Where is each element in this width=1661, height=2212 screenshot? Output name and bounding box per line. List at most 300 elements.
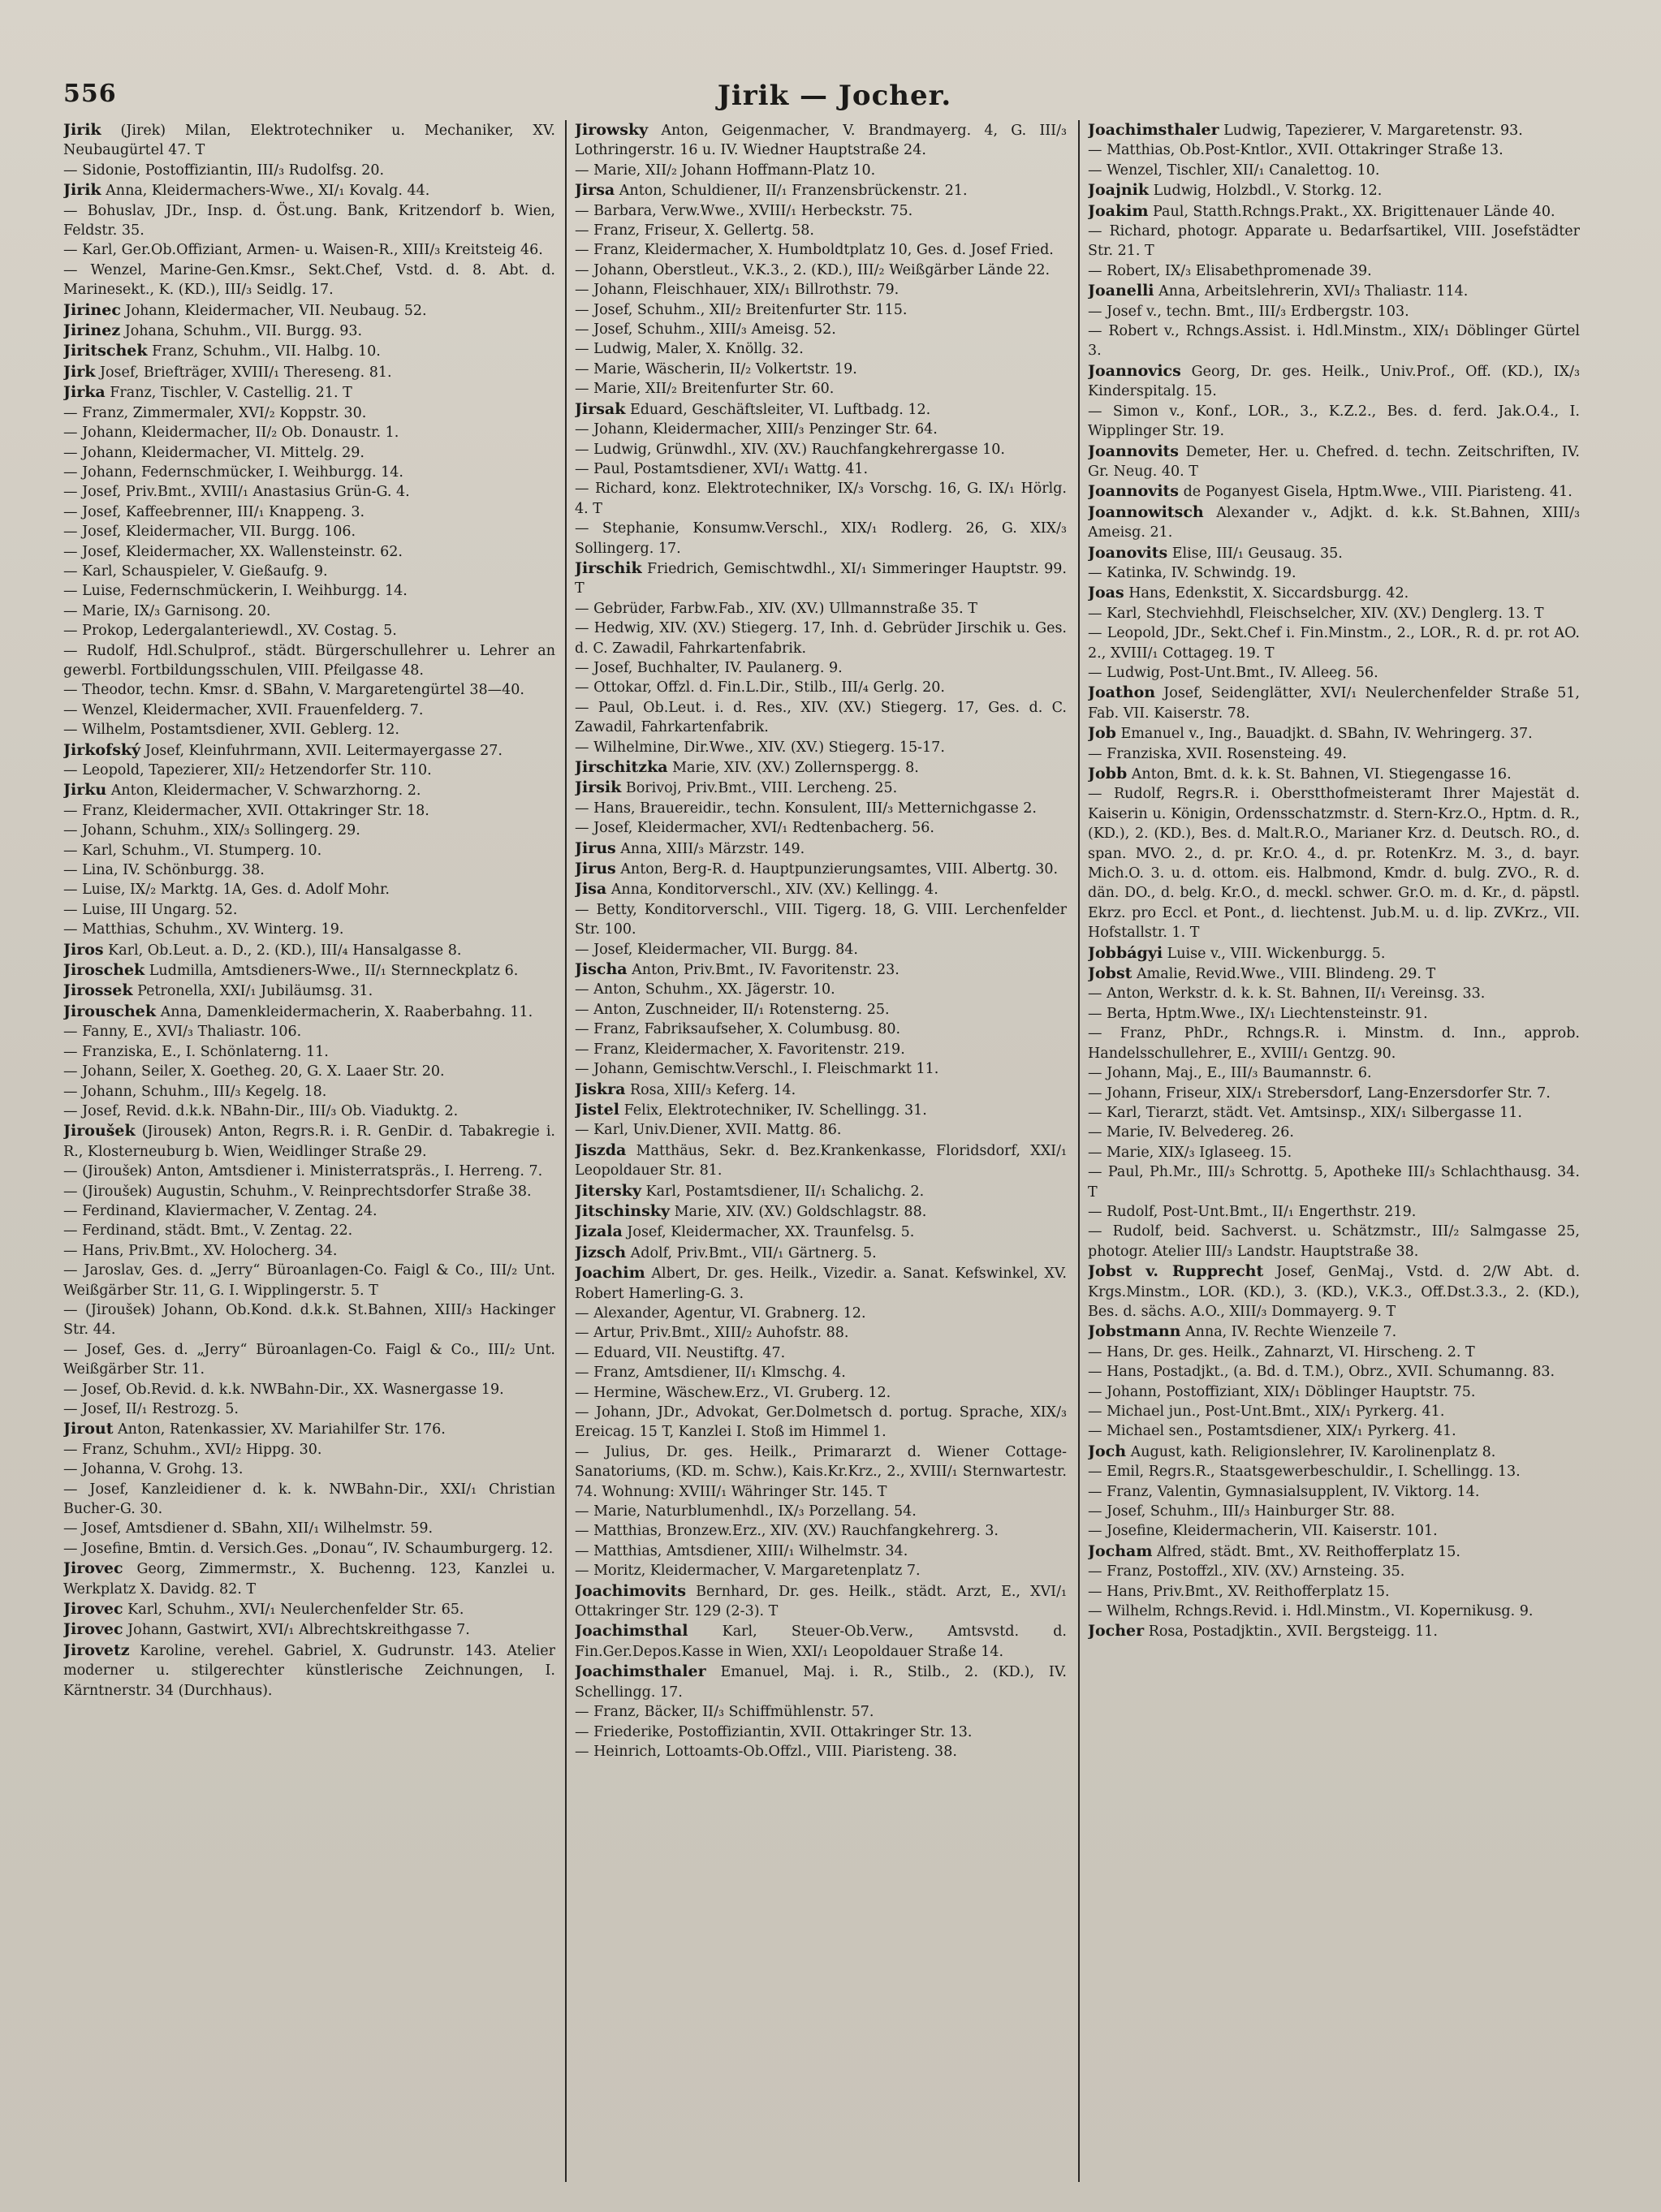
- directory-entry: [575, 120, 1067, 161]
- directory-entry: [1088, 1222, 1580, 1261]
- directory-entry: [63, 780, 555, 800]
- entry-text: — Moritz, Kleidermacher, V. Margaretenplatz 7.: [575, 1563, 921, 1580]
- entry-text: — Johann, Seiler, X. Goetheg. 20, G. X. Laaer Str. 20.: [63, 1063, 445, 1080]
- entry-text: — Johann, Schuhm., III/₃ Kegelg. 18.: [63, 1083, 327, 1100]
- entry-surname: Jirossek: [63, 981, 133, 1000]
- entry-text: — Johann, Oberstleut., V.K.3., 2. (KD.), III/₂ Weißgärber Lände 22.: [575, 261, 1051, 278]
- directory-entry: [575, 300, 1067, 320]
- entry-text: — Hans, Brauereidir., techn. Konsulent, III/₃ Metternichgasse 2.: [575, 800, 1037, 817]
- directory-entry: [575, 1343, 1067, 1363]
- entry-text: — Franziska, XVII. Rosensteing. 49.: [1088, 745, 1347, 762]
- entry-text: Anton, Kleidermacher, V. Schwarzhorng. 2.: [106, 783, 421, 800]
- entry-text: — (Jiroušek) Johann, Ob.Kond. d.k.k. St.Bahnen, XIII/₃ Hackinger Str. 44.: [63, 1301, 555, 1339]
- directory-columns: [63, 120, 1606, 2182]
- entry-text: — Franz, Schuhm., XVI/₂ Hippg. 30.: [63, 1441, 322, 1458]
- directory-entry: [63, 403, 555, 423]
- directory-entry: [1088, 744, 1580, 764]
- entry-text: Luise v., VIII. Wickenburgg. 5.: [1163, 945, 1386, 962]
- entry-text: de Poganyest Gisela, Hptm.Wwe., VIII. Piaristeng. 41.: [1179, 484, 1573, 501]
- directory-entry: [575, 959, 1067, 980]
- directory-entry: [63, 1619, 555, 1640]
- directory-entry: [575, 757, 1067, 778]
- entry-text: Georg, Dr. ges. Heilk., Univ.Prof., Off. (KD.), IX/₃ Kinderspitalg. 15.: [1088, 363, 1580, 400]
- entry-surname: Jitschinsky: [575, 1201, 670, 1220]
- directory-entry: [63, 1641, 555, 1701]
- entry-text: (Jirek) Milan, Elektrotechniker u. Mechaniker, XV. Neubaugürtel 47. T: [63, 123, 555, 159]
- directory-entry: [1088, 984, 1580, 1003]
- entry-text: — Johann, Kleidermacher, VI. Mittelg. 29.: [63, 444, 365, 461]
- entry-text: — Luise, Federnschmückerin, I. Weihburgg. 14.: [63, 583, 408, 600]
- directory-entry: [575, 1383, 1067, 1403]
- directory-entry: [1088, 481, 1580, 502]
- directory-entry: [575, 479, 1067, 519]
- directory-entry: [63, 1102, 555, 1121]
- entry-text: — Josef, Ges. d. „Jerry“ Büroanlagen-Co. Faigl & Co., III/₂ Unt. Weißgärber Str. 11.: [63, 1341, 555, 1378]
- directory-entry: [63, 960, 555, 981]
- entry-text: — Matthias, Bronzew.Erz., XIV. (XV.) Rauchfangkehrerg. 3.: [575, 1523, 999, 1540]
- page-header: [63, 80, 1606, 120]
- directory-entry: [575, 320, 1067, 339]
- directory-entry: [575, 1662, 1067, 1702]
- entry-text: — Katinka, IV. Schwindg. 19.: [1088, 564, 1296, 581]
- entry-text: Matthäus, Sekr. d. Bez.Krankenkasse, Floridsdorf, XXI/₁ Leopoldauer Str. 81.: [575, 1142, 1067, 1179]
- directory-entry: [63, 1201, 555, 1221]
- entry-text: Demeter, Her. u. Chefred. d. techn. Zeitschriften, IV. Gr. Neug. 40. T: [1088, 443, 1580, 480]
- directory-entry: [63, 1419, 555, 1439]
- directory-entry: [63, 900, 555, 920]
- entry-text: — Ottokar, Offzl. d. Fin.L.Dir., Stilb., III/₄ Gerlg. 20.: [575, 679, 945, 696]
- entry-text: — Emil, Regrs.R., Staatsgewerbeschuldir., I. Schellingg. 13.: [1088, 1464, 1521, 1481]
- directory-entry: [575, 1521, 1067, 1541]
- entry-text: — Matthias, Schuhm., XV. Winterg. 19.: [63, 921, 344, 938]
- entry-surname: Joachimsthaler: [1088, 121, 1219, 139]
- entry-text: — Bohuslav, JDr., Insp. d. Öst.ung. Bank, Kritzendorf b. Wien, Feldstr. 35.: [63, 202, 555, 239]
- directory-entry: [63, 542, 555, 562]
- directory-entry: [63, 940, 555, 960]
- entry-text: — Heinrich, Lottoamts-Ob.Offzl., VIII. Piaristeng. 38.: [575, 1743, 957, 1760]
- entry-text: Franz, Schuhm., VII. Halbg. 10.: [147, 343, 381, 360]
- entry-text: — Anton, Schuhm., XX. Jägerstr. 10.: [575, 981, 835, 998]
- directory-entry: [1088, 1582, 1580, 1602]
- entry-text: Josef, Seidenglätter, XVI/₁ Neulerchenfelder Straße 51, Fab. VII. Kaiserstr. 78.: [1088, 685, 1580, 722]
- entry-text: — (Jiroušek) Augustin, Schuhm., V. Reinprechtsdorfer Straße 38.: [63, 1183, 532, 1200]
- entry-surname: Jirku: [63, 781, 107, 800]
- directory-entry: [1088, 201, 1580, 222]
- entry-text: — Johann, Fleischhauer, XIX/₁ Billrothstr. 79.: [575, 282, 900, 299]
- entry-text: — Ferdinand, Klaviermacher, V. Zentag. 24.: [63, 1202, 378, 1219]
- directory-entry: [1088, 1162, 1580, 1202]
- entry-surname: Jirovetz: [63, 1641, 130, 1659]
- entry-text: — Wenzel, Tischler, XII/₁ Canalettog. 10.: [1088, 162, 1380, 179]
- entry-surname: Jirus: [575, 839, 616, 857]
- entry-text: — Rudolf, Regrs.R. i. Oberstthofmeisteramt Ihrer Majestät d. Kaiserin u. Königin, Ordensschatzmstr. d. Stern-Krz.O., Hptm. d. R., (KD.), 2. (KD.), Bes. d. Malt.R.O., Marianer Krz. d. Deutsch. RO., d. span. MVO. 2., d. pr. Kr.O. 4., d. pr. RotenKrz. M. 3., d. bayr. Mich.O. 3. u. d. ottom. eis. Halbmond, Kmdr. d. bulg. ZVO., R. d. dän. DO., d. belg. Kr.O., d. meckl. schwer. Gr.O. m. d. Kr., d. päpstl. Ekrz. pro Eccl. et Pont., d. liechtenst. Jub.M. u. d. lip. ZVKrz., VII. Hofstallstr. 1. T: [1088, 786, 1580, 942]
- directory-entry: [575, 1140, 1067, 1181]
- entry-text: — Karl, Schauspieler, V. Gießaufg. 9.: [63, 563, 328, 580]
- entry-text: — Marie, IX/₃ Garnisong. 20.: [63, 602, 271, 619]
- entry-surname: Joannowitsch: [1088, 502, 1204, 521]
- entry-text: Anna, Damenkleidermacherin, X. Raaberbahng. 11.: [156, 1003, 533, 1020]
- directory-entry: [1088, 563, 1580, 583]
- directory-entry: [575, 678, 1067, 697]
- entry-text: — Wenzel, Marine-Gen.Kmsr., Sekt.Chef, Vstd. d. 8. Abt. d. Marinesekt., K. (KD.), III/₃ Seidlg. 17.: [63, 261, 555, 299]
- entry-text: — Friederike, Postoffiziantin, XVII. Ottakringer Str. 13.: [575, 1723, 973, 1740]
- entry-text: — Josef, Schuhm., XIII/₃ Ameisg. 52.: [575, 321, 836, 338]
- entry-text: — Josef, Amtsdiener d. SBahn, XII/₁ Wilhelmstr. 59.: [63, 1520, 434, 1537]
- directory-entry: [1088, 943, 1580, 964]
- entry-text: — Josef, Schuhm., XII/₂ Breitenfurter Str. 115.: [575, 301, 908, 318]
- directory-entry: [575, 1263, 1067, 1304]
- directory-entry: [63, 1300, 555, 1340]
- entry-surname: Jirsik: [575, 778, 622, 797]
- directory-entry: [575, 399, 1067, 420]
- entry-text: — Sidonie, Postoffiziantin, III/₃ Rudolfsg. 20.: [63, 162, 385, 179]
- entry-surname: Joajnik: [1088, 181, 1150, 200]
- directory-entry: [575, 1304, 1067, 1323]
- directory-entry: [575, 261, 1067, 280]
- entry-text: Marie, XIV. (XV.) Goldschlagstr. 88.: [670, 1203, 927, 1220]
- entry-text: Josef, GenMaj., Vstd. d. 2/W Abt. d. Krgs.Minstm., LOR. (KD.), 3. (KD.), V.K.3., Off.Dst.3.3., 2. (KD.), Bes. d. sächs. A.O., XIII/₃ Dommayerg. 9. T: [1088, 1264, 1580, 1320]
- entry-text: — Hans, Priv.Bmt., XV. Reithofferplatz 15.: [1088, 1583, 1390, 1600]
- entry-text: Karl, Ob.Leut. a. D., 2. (KD.), III/₄ Hansalgasse 8.: [103, 942, 462, 959]
- entry-text: Paul, Statth.Rchngs.Prakt., XX. Brigittenauer Lände 40.: [1148, 203, 1555, 220]
- directory-entry: [1088, 1084, 1580, 1103]
- directory-entry: [63, 1121, 555, 1162]
- entry-text: — Franz, Valentin, Gymnasialsupplent, IV. Viktorg. 14.: [1088, 1483, 1480, 1500]
- entry-surname: Joathon: [1088, 683, 1156, 702]
- entry-surname: Joannovits: [1088, 482, 1180, 501]
- directory-entry: [575, 379, 1067, 399]
- directory-entry: [63, 1082, 555, 1102]
- directory-entry: [63, 801, 555, 821]
- directory-entry: [1088, 1502, 1580, 1521]
- directory-entry: [63, 1460, 555, 1479]
- column-2: [575, 120, 1067, 2182]
- entry-text: — Johann, JDr., Advokat, Ger.Dolmetsch d. portug. Sprache, XIX/₃ Ereicag. 15 T, Kanzlei I. Stoß im Himmel 1.: [575, 1404, 1067, 1441]
- entry-text: Petronella, XXI/₁ Jubiläumsg. 31.: [132, 983, 373, 1000]
- entry-text: — Paul, Ph.Mr., III/₃ Schrottg. 5, Apotheke III/₃ Schlachthausg. 34. T: [1088, 1164, 1580, 1201]
- entry-text: — Richard, konz. Elektrotechniker, IX/₃ Vorschg. 16, G. IX/₁ Hörlg. 4. T: [575, 481, 1067, 517]
- entry-text: Anna, Arbeitslehrerin, XVI/₃ Thaliastr. 114.: [1154, 283, 1469, 300]
- directory-entry: [63, 443, 555, 463]
- entry-text: Anna, Kleidermachers-Wwe., XI/₁ Kovalg. 44.: [101, 183, 430, 200]
- entry-surname: Jirinec: [63, 300, 121, 319]
- entry-surname: Jirka: [63, 383, 106, 402]
- entry-text: Alfred, städt. Bmt., XV. Reithofferplatz 15.: [1152, 1543, 1460, 1560]
- entry-text: Karl, Steuer-Ob.Verw., Amtsvstd. d. Fin.Ger.Depos.Kasse in Wien, XXI/₁ Leopoldauer Straße 14.: [575, 1623, 1067, 1660]
- entry-text: Karl, Postamtsdiener, II/₁ Schalichg. 2.: [641, 1183, 925, 1200]
- entry-text: Rosa, Postadjktin., XVII. Bergsteigg. 11.: [1144, 1623, 1438, 1641]
- entry-text: — Lina, IV. Schönburgg. 38.: [63, 862, 265, 879]
- directory-entry: [575, 339, 1067, 359]
- entry-surname: Jirik: [63, 121, 101, 139]
- column-divider: [1078, 120, 1080, 2182]
- entry-surname: Joas: [1088, 584, 1124, 602]
- directory-entry: [1088, 281, 1580, 301]
- entry-text: — Johann, Maj., E., III/₃ Baumannstr. 6.: [1088, 1065, 1372, 1082]
- directory-entry: [1088, 723, 1580, 744]
- entry-text: — Johann, Kleidermacher, II/₂ Ob. Donaustr. 1.: [63, 425, 399, 442]
- directory-entry: [575, 1040, 1067, 1059]
- directory-entry: [1088, 1562, 1580, 1581]
- entry-text: — Ludwig, Maler, X. Knöllg. 32.: [575, 341, 804, 358]
- directory-entry: [1088, 1421, 1580, 1441]
- entry-text: Georg, Zimmermstr., X. Buchenng. 123, Kanzlei u. Werkplatz X. Davidg. 82. T: [63, 1561, 555, 1598]
- entry-surname: Joachimovits: [575, 1581, 687, 1600]
- directory-entry: [575, 201, 1067, 221]
- entry-text: — Josef, Kleidermacher, VII. Burgg. 84.: [575, 941, 858, 958]
- entry-text: — Hans, Dr. ges. Heilk., Zahnarzt, VI. Hirscheng. 2. T: [1088, 1343, 1475, 1360]
- entry-surname: Jobst v. Rupprecht: [1088, 1262, 1264, 1281]
- directory-entry: [575, 1581, 1067, 1622]
- entry-surname: Joanelli: [1088, 282, 1154, 300]
- directory-entry: [63, 880, 555, 899]
- entry-text: — Michael sen., Postamtsdiener, XIX/₁ Pyrkerg. 41.: [1088, 1423, 1456, 1440]
- entry-text: — Rudolf, Post-Unt.Bmt., II/₁ Engerthstr. 219.: [1088, 1203, 1417, 1220]
- directory-entry: [63, 1559, 555, 1599]
- entry-text: — Rudolf, beid. Sachverst. u. Schätzmstr., III/₂ Salmgasse 25, photogr. Atelier III/₃ Landstr. Hauptstraße 38.: [1088, 1223, 1580, 1260]
- directory-entry: [63, 120, 555, 161]
- directory-entry: [1088, 1063, 1580, 1083]
- entry-text: — Matthias, Ob.Post-Kntlor., XVII. Ottakringer Straße 13.: [1088, 142, 1504, 159]
- entry-surname: Jobbágyi: [1088, 943, 1163, 962]
- entry-surname: Jirovec: [63, 1620, 123, 1639]
- entry-text: Anton, Bmt. d. k. k. St. Bahnen, VI. Stiegengasse 16.: [1127, 766, 1512, 783]
- directory-entry: [575, 240, 1067, 260]
- directory-entry: [575, 1201, 1067, 1222]
- entry-surname: Jizala: [575, 1222, 623, 1241]
- directory-entry: [575, 900, 1067, 940]
- directory-entry: [575, 658, 1067, 678]
- directory-entry: [63, 641, 555, 681]
- entry-text: — Franz, Kleidermacher, X. Humboldtplatz 10, Ges. d. Josef Fried.: [575, 242, 1054, 259]
- entry-surname: Jirk: [63, 362, 96, 381]
- directory-entry: [1088, 1261, 1580, 1322]
- directory-entry: [575, 1702, 1067, 1722]
- entry-surname: Jiros: [63, 940, 104, 959]
- directory-entry: [1088, 1542, 1580, 1562]
- directory-entry: [1088, 543, 1580, 563]
- entry-surname: Job: [1088, 724, 1116, 743]
- directory-entry: [575, 1020, 1067, 1039]
- directory-entry: [1088, 1442, 1580, 1462]
- directory-entry: [63, 382, 555, 403]
- directory-entry: [575, 1723, 1067, 1742]
- directory-entry: [1088, 784, 1580, 942]
- directory-entry: [63, 860, 555, 880]
- directory-entry: [63, 680, 555, 700]
- directory-entry: [575, 1363, 1067, 1382]
- entry-text: Karl, Schuhm., XVI/₁ Neulerchenfelder Str. 65.: [123, 1602, 464, 1619]
- entry-text: — Josef, Buchhalter, IV. Paulanerg. 9.: [575, 659, 843, 676]
- entry-text: Emanuel v., Ing., Bauadjkt. d. SBahn, IV. Wehringerg. 37.: [1115, 726, 1533, 743]
- directory-entry: [575, 440, 1067, 459]
- directory-entry: [1088, 1521, 1580, 1541]
- entry-text: — Josef, Kanzleidiener d. k. k. NWBahn-Dir., XXI/₁ Christian Bucher-G. 30.: [63, 1481, 555, 1518]
- directory-entry: [575, 839, 1067, 859]
- entry-surname: Joachimsthal: [575, 1622, 688, 1641]
- directory-entry: [1088, 302, 1580, 321]
- entry-text: — Johann, Friseur, XIX/₁ Strebersdorf, Lang-Enzersdorfer Str. 7.: [1088, 1084, 1551, 1102]
- directory-entry: [1088, 1123, 1580, 1142]
- entry-text: Friedrich, Gemischtwdhl., XI/₁ Simmeringer Hauptstr. 99. T: [575, 560, 1067, 597]
- entry-surname: Jobstmann: [1088, 1322, 1181, 1341]
- entry-text: — Theodor, techn. Kmsr. d. SBahn, V. Margaretengürtel 38—40.: [63, 682, 524, 699]
- column-3: [1088, 120, 1580, 2182]
- page-number: 556: [63, 80, 117, 108]
- directory-entry: [575, 599, 1067, 619]
- entry-text: Anna, Konditorverschl., XIV. (XV.) Kellingg. 4.: [606, 882, 938, 899]
- directory-entry: [575, 1403, 1067, 1442]
- directory-entry: [63, 1162, 555, 1181]
- directory-entry: [63, 1480, 555, 1520]
- entry-text: Amalie, Revid.Wwe., VIII. Blindeng. 29. T: [1132, 966, 1436, 983]
- entry-text: — Marie, XIX/₃ Iglaseeg. 15.: [1088, 1144, 1292, 1161]
- entry-text: — Franz, Bäcker, II/₃ Schiffmühlenstr. 57.: [575, 1704, 874, 1721]
- directory-entry: [575, 221, 1067, 240]
- entry-surname: Jiritschek: [63, 342, 148, 360]
- directory-entry: [575, 1442, 1067, 1502]
- entry-text: — Richard, photogr. Apparate u. Bedarfsartikel, VIII. Josefstädter Str. 21. T: [1088, 223, 1580, 260]
- directory-entry: [1088, 120, 1580, 140]
- directory-entry: [575, 940, 1067, 959]
- directory-entry: [63, 981, 555, 1001]
- entry-text: Rosa, XIII/₃ Keferg. 14.: [625, 1081, 796, 1098]
- directory-entry: [1088, 1143, 1580, 1162]
- entry-surname: Jiskra: [575, 1080, 626, 1098]
- entry-text: — Hermine, Wäschew.Erz., VI. Gruberg. 12.: [575, 1384, 891, 1401]
- directory-entry: [1088, 1322, 1580, 1342]
- directory-entry: [575, 161, 1067, 180]
- directory-entry: [63, 341, 555, 361]
- directory-entry: [1088, 1462, 1580, 1481]
- directory-entry: [1088, 1402, 1580, 1421]
- entry-surname: Jitersky: [575, 1181, 641, 1200]
- entry-surname: Jirouschek: [63, 1002, 157, 1020]
- entry-text: — Robert v., Rchngs.Assist. i. Hdl.Minstm., XIX/₁ Döblinger Gürtel 3.: [1088, 323, 1580, 360]
- entry-text: — Johann, Postoffiziant, XIX/₁ Döblinger Hauptstr. 75.: [1088, 1383, 1476, 1400]
- directory-entry: [63, 161, 555, 180]
- entry-text: — Hedwig, XIV. (XV.) Stiegerg. 17, Inh. d. Gebrüder Jirschik u. Ges. d. C. Zawadil, Fahrkartenfabrik.: [575, 620, 1067, 657]
- entry-surname: Jirovec: [63, 1559, 123, 1578]
- entry-surname: Jiroschek: [63, 961, 145, 980]
- entry-surname: Jirkofský: [63, 740, 141, 759]
- directory-entry: [63, 1380, 555, 1399]
- entry-text: — Marie, Wäscherin, II/₂ Volkertstr. 19.: [575, 360, 857, 377]
- entry-text: — Leopold, Tapezierer, XII/₂ Hetzendorfer Str. 110.: [63, 762, 432, 778]
- entry-text: Ludwig, Holzbdl., V. Storkg. 12.: [1149, 183, 1383, 200]
- entry-text: — Franz, Kleidermacher, X. Favoritenstr. 219.: [575, 1041, 905, 1058]
- directory-entry: [63, 562, 555, 581]
- entry-text: — Franz, Amtsdiener, II/₁ Klmschg. 4.: [575, 1365, 846, 1382]
- directory-entry: [63, 1261, 555, 1300]
- entry-text: — Artur, Priv.Bmt., XIII/₂ Auhofstr. 88.: [575, 1325, 849, 1342]
- entry-text: — Anton, Werkstr. d. k. k. St. Bahnen, II/₁ Vereinsg. 33.: [1088, 985, 1486, 1003]
- directory-entry: [63, 240, 555, 260]
- entry-text: Eduard, Geschäftsleiter, VI. Luftbadg. 12.: [625, 401, 931, 418]
- directory-entry: [575, 1542, 1067, 1561]
- directory-entry: [1088, 604, 1580, 623]
- entry-surname: Jirus: [575, 860, 616, 878]
- directory-entry: [1088, 623, 1580, 663]
- entry-text: — Franz, Friseur, X. Gellertg. 58.: [575, 222, 814, 239]
- directory-entry: [63, 1042, 555, 1062]
- directory-entry: [575, 1120, 1067, 1140]
- directory-entry: [63, 1399, 555, 1419]
- entry-text: — Josefine, Kleidermacherin, VII. Kaiserstr. 101.: [1088, 1523, 1438, 1540]
- entry-text: — Josef, Kleidermacher, VII. Burgg. 106.: [63, 524, 356, 541]
- directory-entry: [575, 1323, 1067, 1343]
- directory-entry: [63, 761, 555, 780]
- entry-text: Anton, Schuldiener, II/₁ Franzensbrückenstr. 21.: [615, 183, 968, 200]
- entry-text: — Julius, Dr. ges. Heilk., Primararzt d. Wiener Cottage-Sanatoriums, (KD. m. Schw.), Kais.Kr.Krz., 2., XVIII/₁ Sternwartestr. 74. Wohnung: XVIII/₁ Währinger Str. 145. T: [575, 1443, 1067, 1500]
- entry-surname: Jistel: [575, 1100, 619, 1119]
- directory-entry: [1088, 442, 1580, 482]
- entry-text: (Jirousek) Anton, Regrs.R. i. R. GenDir. d. Tabakregie i. R., Klosterneuburg b. Wien, Weidlinger Straße 29.: [63, 1123, 555, 1160]
- entry-text: Felix, Elektrotechniker, IV. Schellingg. 31.: [619, 1102, 927, 1119]
- entry-surname: Joachim: [575, 1264, 645, 1283]
- directory-entry: [1088, 1202, 1580, 1222]
- directory-entry: [63, 300, 555, 321]
- directory-entry: [1088, 1362, 1580, 1382]
- directory-entry: [63, 522, 555, 541]
- directory-entry: [575, 1742, 1067, 1761]
- entry-text: Elise, III/₁ Geusaug. 35.: [1167, 545, 1343, 562]
- directory-entry: [63, 701, 555, 720]
- entry-text: Johann, Gastwirt, XVI/₁ Albrechtskreithgasse 7.: [123, 1622, 470, 1639]
- entry-text: — Prokop, Ledergalanteriewdl., XV. Costag. 5.: [63, 623, 397, 640]
- entry-text: — Josefine, Bmtin. d. Versich.Ges. „Donau“, IV. Schaumburgerg. 12.: [63, 1540, 554, 1557]
- entry-text: Josef, Briefträger, XVIII/₁ Thereseng. 81.: [95, 364, 392, 381]
- directory-entry: [63, 1022, 555, 1041]
- entry-surname: Jirout: [63, 1420, 114, 1438]
- directory-entry: [575, 1243, 1067, 1263]
- entry-text: — Josef, Kleidermacher, XVI/₁ Redtenbacherg. 56.: [575, 820, 934, 837]
- entry-text: Anton, Ratenkassier, XV. Mariahilfer Str. 176.: [113, 1421, 446, 1438]
- entry-text: Karoline, verehel. Gabriel, X. Gudrunstr. 143. Atelier moderner u. stilgerechter künstlerische Zeichnungen, I. Kärntnerstr. 34 (Durchhaus).: [63, 1642, 555, 1699]
- directory-entry: [63, 482, 555, 502]
- entry-text: Bernhard, Dr. ges. Heilk., städt. Arzt, E., XVI/₁ Ottakringer Str. 129 (2-3). T: [575, 1583, 1067, 1620]
- directory-entry: [575, 738, 1067, 757]
- entry-text: — Karl, Tierarzt, städt. Vet. Amtsinsp., XIX/₁ Silbergasse 11.: [1088, 1104, 1522, 1121]
- directory-entry: [1088, 1343, 1580, 1362]
- entry-surname: Jirinez: [63, 321, 121, 340]
- directory-entry: [1088, 663, 1580, 683]
- directory-entry: [575, 1080, 1067, 1100]
- entry-surname: Joakim: [1088, 201, 1149, 220]
- entry-text: — Anton, Zuschneider, II/₁ Rotensterng. 25.: [575, 1001, 890, 1018]
- entry-text: Anna, XIII/₃ Märzstr. 149.: [615, 840, 805, 857]
- entry-text: — Simon v., Konf., LOR., 3., K.Z.2., Bes. d. ferd. Jak.O.4., I. Wipplinger Str. 19.: [1088, 403, 1580, 440]
- entry-text: — Franz, PhDr., Rchngs.R. i. Minstm. d. Inn., approb. Handelsschullehrer, E., XVIII/₁ Gentzg. 90.: [1088, 1025, 1580, 1062]
- entry-surname: Jocham: [1088, 1542, 1153, 1560]
- entry-text: — Matthias, Amtsdiener, XIII/₁ Wilhelmstr. 34.: [575, 1542, 908, 1559]
- entry-text: Ludwig, Tapezierer, V. Margaretenstr. 93.: [1219, 123, 1523, 139]
- entry-text: — Paul, Postamtsdiener, XVI/₁ Wattg. 41.: [575, 460, 869, 477]
- directory-entry: [575, 519, 1067, 558]
- directory-entry: [63, 740, 555, 761]
- entry-text: — Hans, Priv.Bmt., XV. Holocherg. 34.: [63, 1242, 338, 1259]
- directory-entry: [575, 818, 1067, 838]
- entry-text: Hans, Edenkstit, X. Siccardsburgg. 42.: [1124, 585, 1409, 602]
- directory-entry: [1088, 180, 1580, 201]
- directory-entry: [63, 1539, 555, 1559]
- directory-entry: [63, 1599, 555, 1619]
- directory-entry: [63, 1182, 555, 1201]
- directory-entry: [575, 180, 1067, 201]
- entry-text: — Paul, Ob.Leut. i. d. Res., XIV. (XV.) Stiegerg. 17, Ges. d. C. Zawadil, Fahrkartenfabrik.: [575, 699, 1067, 736]
- entry-text: — Stephanie, Konsumw.Verschl., XIX/₁ Rodlerg. 26, G. XIX/₃ Sollingerg. 17.: [575, 520, 1067, 557]
- directory-entry: [575, 1100, 1067, 1120]
